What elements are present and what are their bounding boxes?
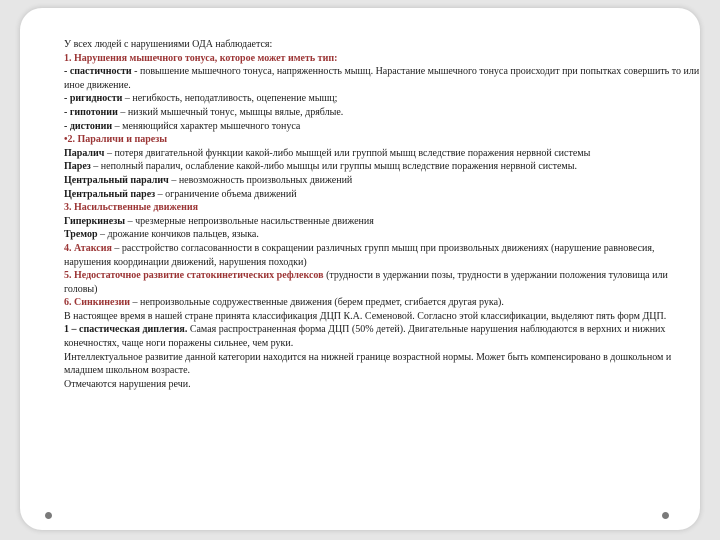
dystonia-item [64,120,700,134]
tremor-term: Тремор [64,229,98,241]
paresis-term: Парез [64,161,91,173]
intro-line: У всех людей с нарушениями ОДА наблюдается: [64,39,273,50]
ataxia-item [64,242,700,269]
section-1-title: 1. Нарушения мышечного тонуса, которое может иметь тип: [64,52,338,64]
dystonia-term: - дистонии [64,120,113,132]
section-5-term: 5. Недостаточное развитие статокинетических рефлексов [64,270,324,282]
hyperkinesis-term: Гиперкинезы [64,215,126,227]
section-5-text: (трудности в удержании позы, трудности в удержании положения туловища или головы) [64,270,668,295]
section-5-item [64,269,700,296]
hyperkinesis-text: – чрезмерные непроизвольные насильственные движения [125,215,374,227]
form-1-item [64,323,700,350]
section-6-term: 6. Синкинезии [64,297,131,309]
dystonia-text: – меняющийся характер мышечного тонуса [112,120,301,132]
spasticity-item [64,65,700,92]
central-paralysis-text: – невозможность произвольных движений [168,174,353,186]
rigidity-term: - ригидности [64,93,123,105]
central-paralysis-term: Центральный паралич [64,174,169,186]
form-1-term: 1 – спастическая диплегия. [64,324,188,336]
paresis-text: – неполный паралич, ослабление какой-либо мышцы или группы мышц вследствие поражения нервной системы. [90,161,577,173]
hypotonia-term: - гипотонии [64,106,118,118]
bullet-dot-right [662,512,669,519]
spasticity-text: - повышение мышечного тонуса, напряженность мышц. Нарастание мышечного тонуса происходит при попытках совершить то или иное движение. [64,66,700,91]
classification-text: В настоящее время в нашей стране принята классификация ДЦП К.А. Семеновой. Согласно этой классификации, выделяют пять форм ДЦП. [64,310,667,322]
ataxia-term: 4. Атаксия [64,242,112,254]
section-6-item [64,296,700,310]
paresis-item [64,160,700,174]
hyperkinesis-item [64,215,700,229]
slide-content [64,38,700,391]
tremor-item [64,228,700,242]
rigidity-text: – негибкость, неподатливость, оцепенение мышц; [122,93,338,105]
central-paresis-item [64,188,700,202]
hypotonia-text: – низкий мышечный тонус, мышцы вялые, дряблые. [117,106,344,118]
hypotonia-item [64,106,700,120]
rigidity-item [64,92,700,106]
slide [20,8,700,530]
section-2-title: •2. Параличи и парезы [64,134,168,146]
paralysis-text: – потеря двигательной функции какой-либо мышцей или группой мышц вследствие поражения нервной системы [104,147,591,159]
speech-text: Отмечаются нарушения речи. [64,378,191,390]
tremor-text: – дрожание кончиков пальцев, языка. [97,229,259,241]
form-1-text: Самая распространенная форма ДЦП (50% детей). Двигательные нарушения наблюдаются в верхних и нижних конечностях, чаще ноги поражены сильнее, чем руки. [64,324,666,350]
paralysis-term: Паралич [64,147,105,159]
spasticity-term: - спастичности [64,66,132,78]
section-3-title: 3. Насильственные движения [64,202,199,214]
intellect-text: Интеллектуальное развитие данной категории находится на нижней границе возрастной нормы. Может быть компенсировано в дошкольном и младшем школьном возрасте. [64,351,672,377]
central-paresis-text: – ограничение объема движений [155,188,297,200]
central-paresis-term: Центральный парез [64,188,156,200]
section-6-text: – непроизвольные содружественные движения (берем предмет, сгибается другая рука). [130,297,504,309]
central-paralysis-item [64,174,700,188]
ataxia-text: – расстройство согласованности в сокращении различных групп мышц при произвольных движениях (нарушение равновесия, нарушения координации движений, нарушения походки) [64,242,655,268]
bullet-dot-left [45,512,52,519]
paralysis-item [64,147,700,161]
